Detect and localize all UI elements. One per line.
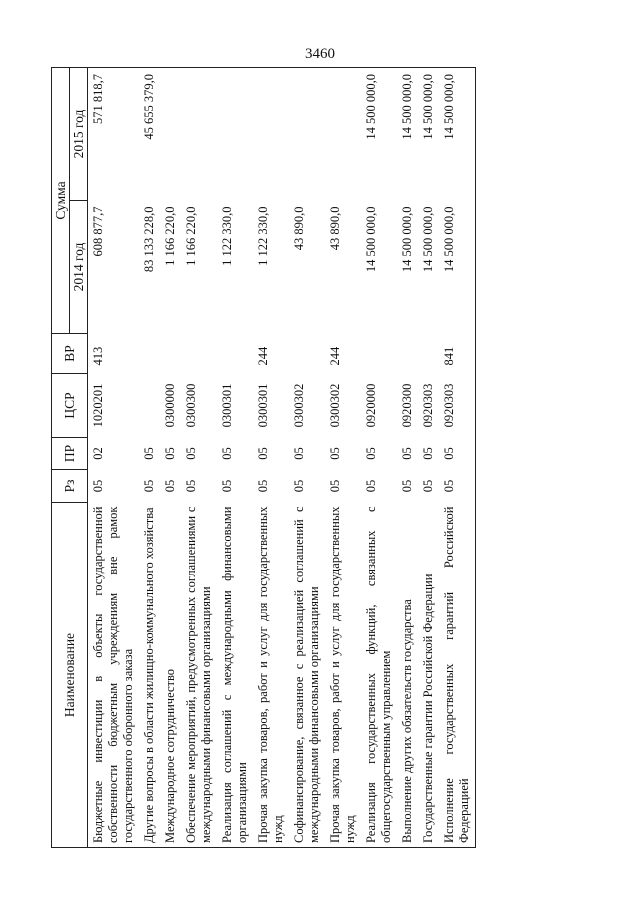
row-sum-2015 [160,67,181,200]
row-name: Софинансирование, связанное с реализацией соглашений с международными финансовыми организациями [289,503,325,848]
row-name: Выполнение других обязательств государства [397,503,418,848]
row-rz: 05 [220,479,234,493]
row-sum-2014: 14 500 000,0 [421,206,435,273]
row-vr [217,334,253,374]
row-sum-2014: 14 500 000,0 [439,201,476,334]
row-sum-2015: 14 500 000,0 [361,67,397,200]
row-sum-2015 [217,67,253,200]
header-sum: Сумма [52,67,70,333]
row-pr: 05 [439,438,476,470]
row-rz: 05 [91,479,105,493]
row-sum-2015 [289,67,325,200]
row-csr: 0920300 [400,383,414,428]
table-row [439,67,476,847]
row-rz: 05 [364,479,378,493]
row-pr: 05 [220,447,234,460]
row-csr: 1020201 [91,383,105,428]
row-sum-2014: 14 500 000,0 [364,206,378,273]
table-row [253,67,289,847]
row-pr: 05 [328,447,342,460]
budget-table [51,67,476,848]
row-vr [181,334,217,374]
row-name: Бюджетные инвестиции в объекты государственной собственности бюджетным учреждениям вне рамок государственного оборонного заказа [88,503,140,848]
row-csr: 0300000 [163,383,177,428]
table-row [325,67,361,847]
table-row [361,67,397,847]
row-sum-2015: 571 818,7 [88,67,140,200]
row-pr: 05 [142,447,156,460]
row-name: Обеспечение мероприятий, предусмотренных соглашениями с международными финансовыми организациями [181,503,217,848]
row-name: Реализация государственных функций, связанных с общегосударственным управлением [361,503,397,848]
row-vr: 244 [256,346,270,366]
row-sum-2014: 608 877,7 [91,206,105,257]
row-vr [361,334,397,374]
row-pr: 05 [163,447,177,460]
header-2014: 2014 год [70,201,88,334]
header-pr: ПР [52,438,88,470]
row-vr [139,334,160,374]
row-pr: 05 [421,447,435,460]
row-sum-2015: 14 500 000,0 [418,67,439,200]
row-name: Другие вопросы в области жилищно-коммунального хозяйства [139,503,160,848]
row-name: Государственные гарантии Российской Федерации [418,503,439,848]
row-pr: 05 [292,447,306,460]
row-vr: 413 [91,346,105,366]
row-rz: 05 [142,479,156,493]
row-rz: 05 [328,479,342,493]
row-rz: 05 [400,479,414,493]
row-sum-2014: 83 133 228,0 [142,206,156,273]
row-sum-2015: 14 500 000,0 [397,67,418,200]
row-name: Прочая закупка товаров, работ и услуг для государственных нужд [325,503,361,848]
row-csr: 0920000 [364,383,378,428]
table-row [181,67,217,847]
header-2015: 2015 год [70,67,88,200]
table-row [289,67,325,847]
row-sum-2015 [181,67,217,200]
row-sum-2015 [325,67,361,200]
row-csr: 0300302 [292,383,306,428]
row-name: Прочая закупка товаров, работ и услуг для государственных нужд [253,503,289,848]
row-sum-2014: 1 122 330,0 [256,206,270,266]
header-name: Наименование [52,503,88,848]
table-row [418,67,439,847]
row-csr: 0300302 [328,383,342,428]
table-body [88,67,476,847]
row-sum-2014: 43 890,0 [292,206,306,251]
row-sum-2014: 14 500 000,0 [400,206,414,273]
row-vr [289,334,325,374]
table-row [139,67,160,847]
row-csr: 0300300 [184,383,198,428]
row-vr [160,334,181,374]
row-vr: 244 [328,346,342,366]
row-pr: 02 [91,447,105,460]
row-csr: 0300301 [256,383,270,428]
row-name: Исполнение государственных гарантий Российской Федерацией [439,503,476,848]
table-row [217,67,253,847]
row-rz: 05 [292,479,306,493]
table-row [160,67,181,847]
header-rz: Рз [52,470,88,503]
row-vr: 841 [439,334,476,374]
row-pr: 05 [400,447,414,460]
rotated-table-container [51,68,611,848]
row-rz: 05 [256,479,270,493]
row-sum-2014: 1 166 220,0 [184,206,198,266]
row-sum-2015: 14 500 000,0 [439,67,476,200]
row-sum-2015 [253,67,289,200]
row-sum-2014: 1 166 220,0 [163,206,177,266]
row-vr [397,334,418,374]
row-csr: 0920303 [439,374,476,438]
row-sum-2014: 43 890,0 [328,206,342,251]
header-csr: ЦСР [52,374,88,438]
table-row [397,67,418,847]
row-name: Международное сотрудничество [160,503,181,848]
row-rz: 05 [163,479,177,493]
row-sum-2014: 1 122 330,0 [220,206,234,266]
table-row [88,67,140,847]
row-rz: 05 [439,470,476,503]
header-vr: ВР [52,334,88,374]
row-vr [418,334,439,374]
row-csr [139,374,160,438]
row-name: Реализация соглашений с международными финансовыми организациями [217,503,253,848]
row-rz: 05 [421,479,435,493]
row-rz: 05 [184,479,198,493]
row-pr: 05 [184,447,198,460]
row-pr: 05 [256,447,270,460]
page-number: 3460 [305,46,335,62]
row-pr: 05 [364,447,378,460]
row-csr: 0300301 [220,383,234,428]
row-sum-2015: 45 655 379,0 [139,67,160,200]
row-csr: 0920303 [421,383,435,428]
